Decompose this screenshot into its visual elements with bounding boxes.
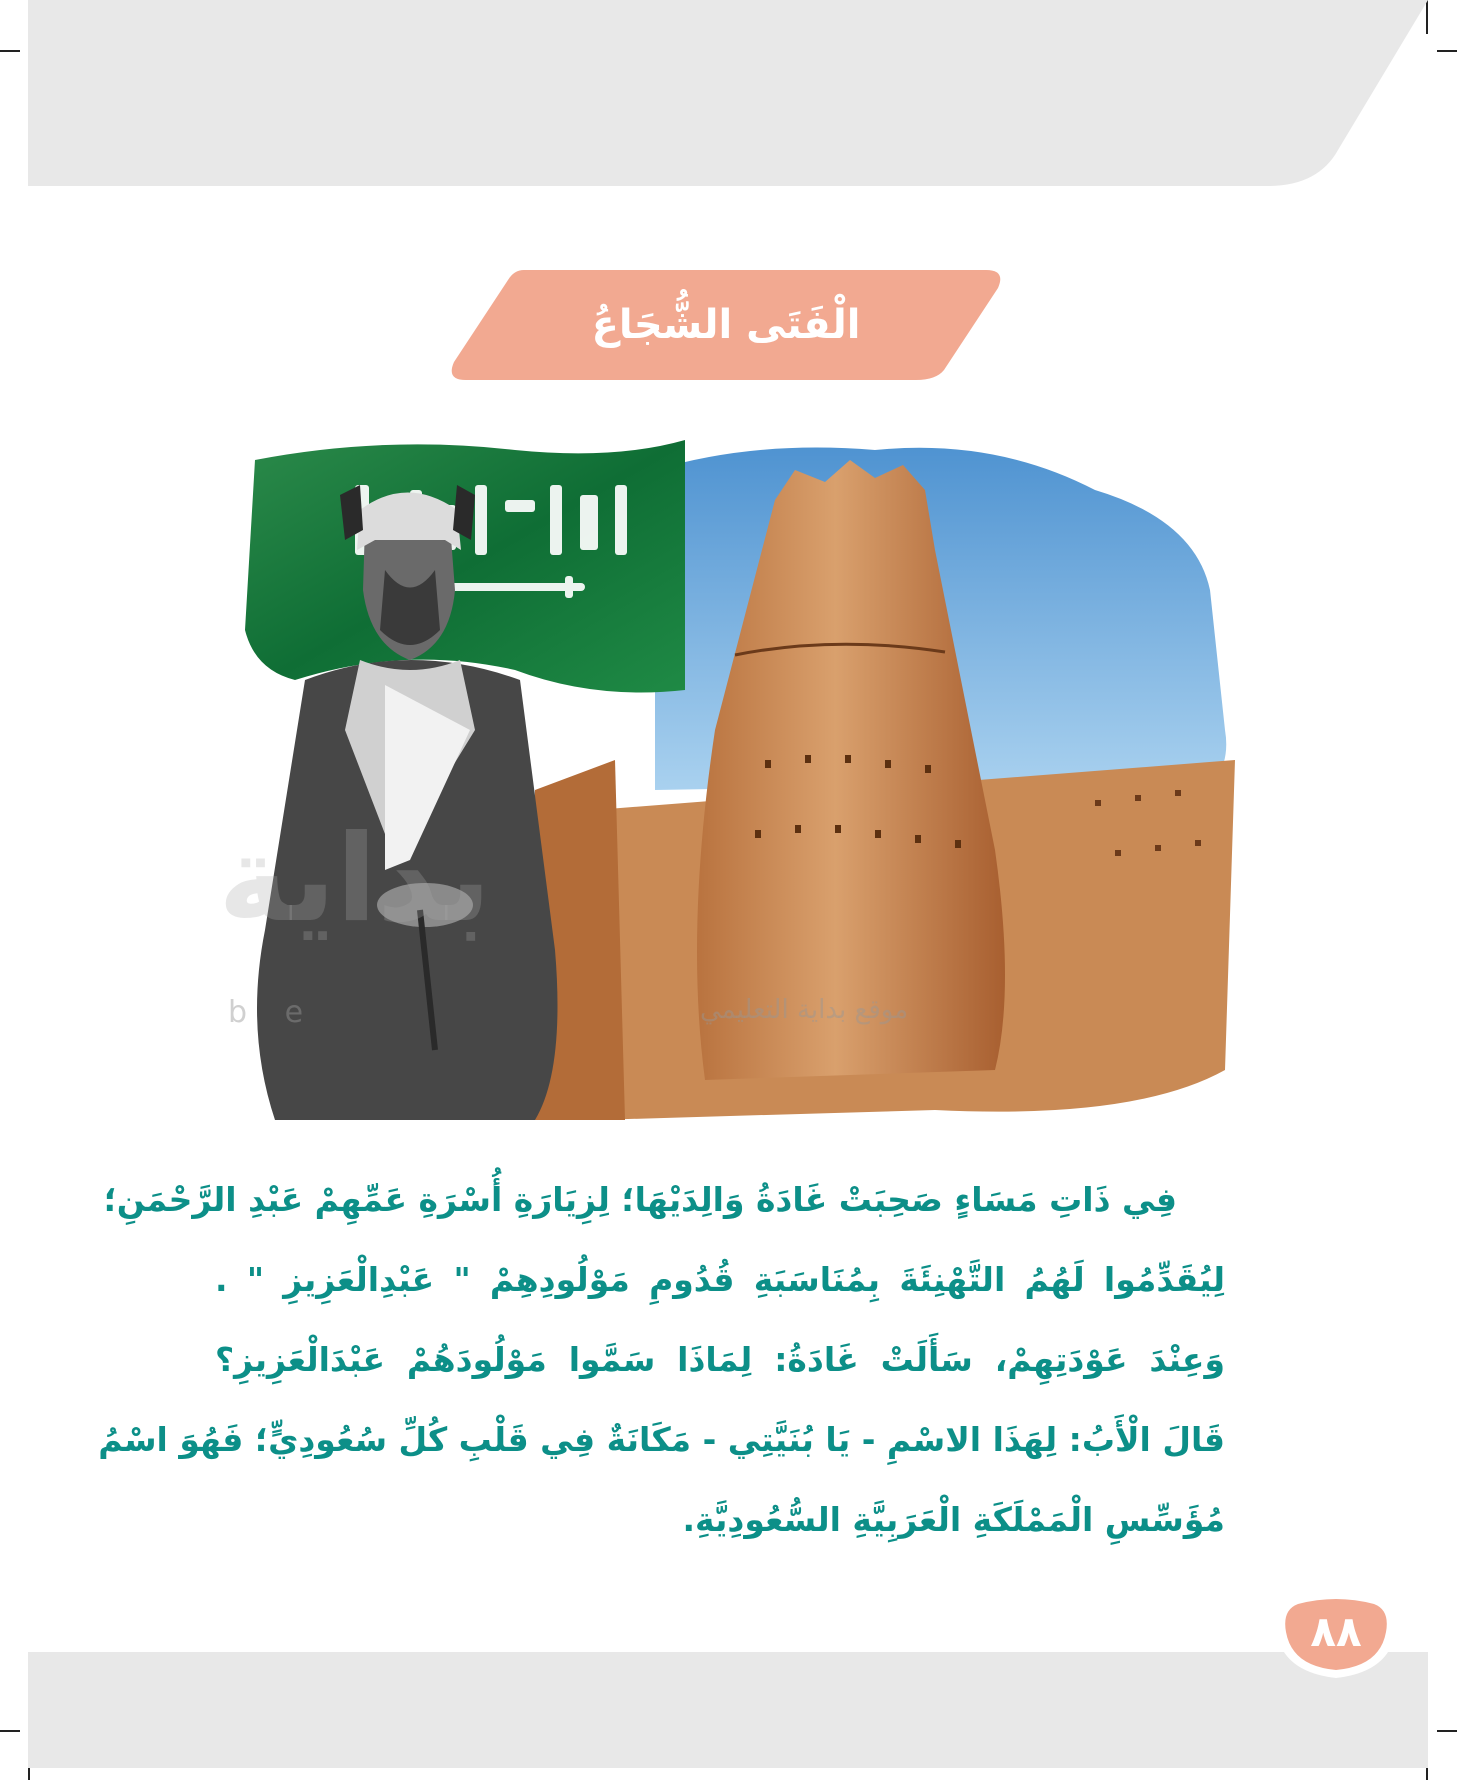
story-line: فِي ذَاتِ مَسَاءٍ صَحِبَتْ غَادَةُ وَالِدَيْهَا؛ لِزِيَارَةِ أُسْرَةِ عَمِّهِمْ عَبْدِ الرَّحْمَنِ؛ <box>103 1180 1177 1219</box>
page-number: ٨٨ <box>1310 1606 1362 1656</box>
header-band <box>28 0 1428 186</box>
watermark-site: موقع بداية التعليمي <box>700 995 909 1025</box>
watermark-letters: b e <box>228 995 318 1030</box>
footer-band <box>28 1652 1428 1768</box>
story-line: مُؤَسِّسِ الْمَمْلَكَةِ الْعَرَبِيَّةِ السُّعُودِيَّةِ. <box>682 1500 1225 1539</box>
crop-mark <box>1437 50 1457 52</box>
lesson-title: الْفَتَى الشُّجَاعُ <box>591 302 861 348</box>
watermark-logo: بداية <box>218 810 492 949</box>
crop-mark <box>0 1730 20 1732</box>
crop-mark <box>0 50 20 52</box>
story-line: لِيُقَدِّمُوا لَهُمُ التَّهْنِئَةَ بِمُنَاسَبَةِ قُدُومِ مَوْلُودِهِمْ " عَبْدِالْعَزِيزِ " . <box>215 1260 1225 1299</box>
story-line: قَالَ الْأَبُ: لِهَذَا الاسْمِ - يَا بُنَيَّتِي - مَكَانَةٌ فِي قَلْبِ كُلِّ سُعُودِيٍّ؛ فَهُوَ اسْمُ <box>98 1420 1225 1459</box>
story-line: وَعِنْدَ عَوْدَتِهِمْ، سَأَلَتْ غَادَةُ: لِمَاذَا سَمَّوا مَوْلُودَهُمْ عَبْدَالْعَزِيزِ؟ <box>215 1340 1225 1379</box>
crop-mark <box>1437 1730 1457 1732</box>
story-text <box>98 1160 1225 1560</box>
